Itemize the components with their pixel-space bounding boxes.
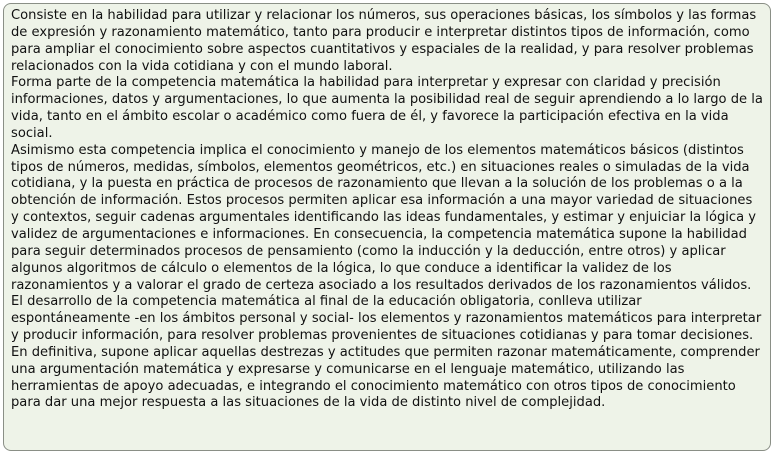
text-panel xyxy=(3,3,771,451)
paragraph-development: El desarrollo de la competencia matemática al final de la educación obligatoria, conlleva utilizar espontáneamente -en los ámbitos personal y social- los elementos y razonamientos matemáticos para interpretar y producir información, para resolver problemas provenientes de situaciones cotidianas y para tomar decisiones. En definitiva, supone aplicar aquellas destrezas y actitudes que permiten razonar matemáticamente, comprender una argumentación matemática y expresarse y comunicarse en el lenguaje matemático, utilizando las herramientas de apoyo adecuadas, e integrando el conocimiento matemático con otros tipos de conocimiento para dar una mejor respuesta a las situaciones de la vida de distinto nivel de complejidad. xyxy=(11,294,762,411)
paragraph-competence-scope: Forma parte de la competencia matemática la habilidad para interpretar y expresar con claridad y precisión informaciones, datos y argumentaciones, lo que aumenta la posibilidad real de seguir aprendiendo a lo largo de la vida, tanto en el ámbito escolar o académico como fuera de él, y favorece la participación efectiva en la vida social. xyxy=(11,75,763,141)
paragraph-knowledge-and-reasoning: Asimismo esta competencia implica el conocimiento y manejo de los elementos matemáticos básicos (distintos tipos de números, medidas, símbolos, elementos geométricos, etc.) en situaciones reales o simuladas de la vida cotidiana, y la puesta en práctica de procesos de razonamiento que llevan a la solución de los problemas o a la obtención de información. Estos procesos permiten aplicar esa información a una mayor variedad de situaciones y contextos, seguir cadenas argumentales identificando las ideas fundamentales, y estimar y enjuiciar la lógica y validez de argumentaciones e informaciones. En consecuencia, la competencia matemática supone la habilidad para seguir determinados procesos de pensamiento (como la inducción y la deducción, entre otros) y aplicar algunos algoritmos de cálculo o elementos de la lógica, lo que conduce a identificar la validez de los razonamientos y a valorar el grado de certeza asociado a los resultados derivados de los razonamientos válidos. xyxy=(11,142,757,293)
paragraph-definition: Consiste en la habilidad para utilizar y relacionar los números, sus operaciones básicas, los símbolos y las formas de expresión y razonamiento matemático, tanto para producir e interpretar distintos tipos de información, como para ampliar el conocimiento sobre aspectos cuantitativos y espaciales de la realidad, y para resolver problemas relacionados con la vida cotidiana y con el mundo laboral. xyxy=(11,8,757,74)
